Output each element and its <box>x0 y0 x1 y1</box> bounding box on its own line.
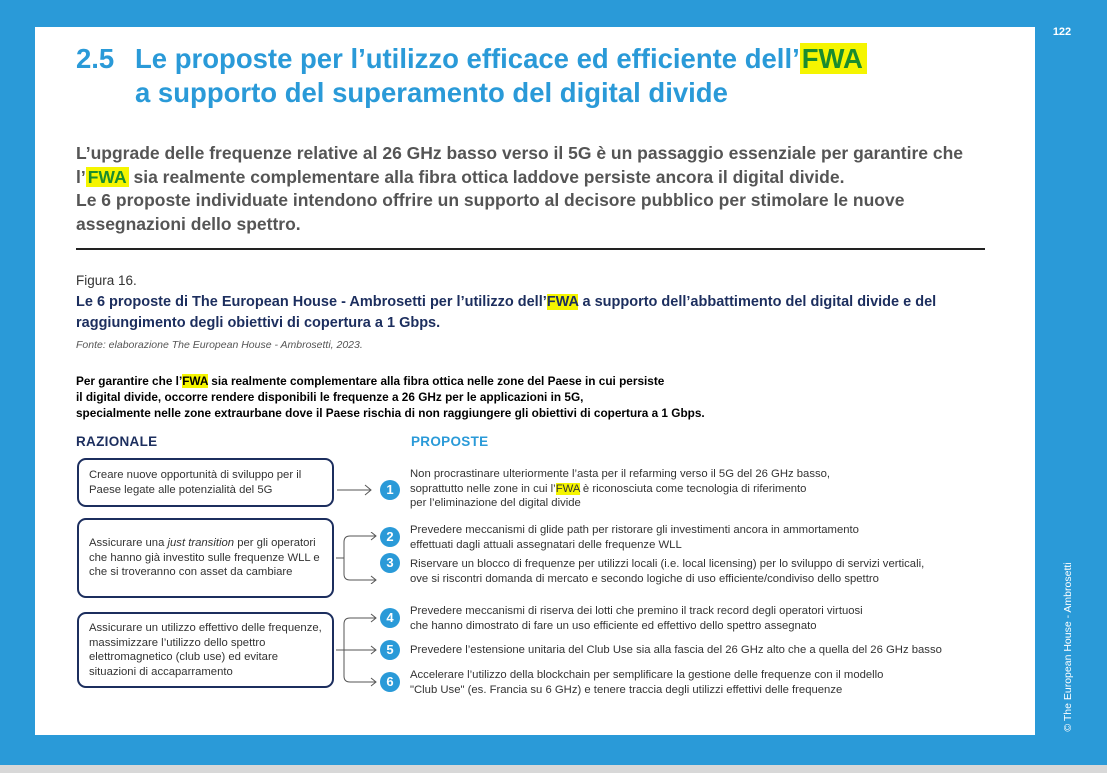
proposal-6-line1: Accelerare l’utilizzo della blockchain per semplificare la gestione delle frequenze con il modello <box>410 669 884 681</box>
proposal-number-badge-2: 2 <box>380 527 400 547</box>
proposal-3 <box>410 557 1000 586</box>
proposal-4-line2: che hanno dimostrato di fare un uso efficiente ed effettivo dello spettro assegnato <box>410 619 817 632</box>
figure-source: Fonte: elaborazione The European House - Ambrosetti, 2023. <box>76 339 363 351</box>
figure-title-before: Le 6 proposte di The European House - Ambrosetti per l’utilizzo dell’ <box>76 294 547 310</box>
proposal-5-line1: Prevedere l’estensione unitaria del Club Use sia alla fascia del 26 GHz alto che a quella del 26 GHz basso <box>410 644 942 656</box>
proposal-5 <box>410 643 1000 658</box>
proposal-1-line2-after: è riconosciuta come tecnologia di riferimento <box>579 482 807 495</box>
statement-before: Per garantire che l’ <box>76 374 183 388</box>
razionale-1-text: Creare nuove opportunità di sviluppo per il Paese legate alle potenzialità del 5G <box>89 469 302 496</box>
proposal-1-line3: per l’eliminazione del digital divide <box>410 497 581 509</box>
proposal-4 <box>410 604 1000 633</box>
statement-line1-after: sia realmente complementare alla fibra ottica nelle zone del Paese in cui persiste <box>208 374 665 388</box>
proposal-6 <box>410 668 1000 697</box>
razionale-box-1 <box>77 458 334 507</box>
proposal-1 <box>410 467 1000 511</box>
figure-title-fwa-highlight: FWA <box>546 294 579 310</box>
proposal-number-badge-3: 3 <box>380 553 400 573</box>
brace-connector-4-6 <box>336 612 380 688</box>
proposal-number-badge-5: 5 <box>380 640 400 660</box>
proposte-heading: PROPOSTE <box>411 434 489 449</box>
proposal-2-line1: Prevedere meccanismi di glide path per ristorare gli investimenti ancora in ammortamento <box>410 524 859 536</box>
bottom-strip <box>0 765 1107 773</box>
figure-title <box>76 292 991 334</box>
statement-line2: il digital divide, occorre rendere disponibili le frequenze a 26 GHz per le applicazioni in 5G, <box>76 390 584 404</box>
proposal-number-badge-6: 6 <box>380 672 400 692</box>
razionale-2-text <box>89 536 322 580</box>
figure-title-after: a supporto dell’abbattimento del digital divide e del raggiungimento degli obiettivi di copertura a 1 Gbps. <box>76 294 937 331</box>
proposal-6-line2: "Club Use" (es. Francia su 6 GHz) e tenere traccia degli utilizzi effettivi delle frequenze <box>410 683 843 696</box>
razionale-2-emphasis: just transition <box>167 537 235 550</box>
figure-label: Figura 16. <box>76 273 137 288</box>
proposal-number-badge-4: 4 <box>380 608 400 628</box>
proposal-4-line1: Prevedere meccanismi di riserva dei lotti che premino il track record degli operatori virtuosi <box>410 605 863 617</box>
statement-fwa-highlight: FWA <box>182 374 208 388</box>
proposal-3-line2: ove si riscontri domanda di mercato e secondo logiche di uso efficiente/condiviso dello spettro <box>410 572 879 585</box>
razionale-2-before: Assicurare una <box>89 537 168 550</box>
proposal-number-badge-1: 1 <box>380 480 400 500</box>
section-title-line1: Le proposte per l’utilizzo efficace ed efficiente dell’ <box>135 43 800 74</box>
proposal-3-line1: Riservare un blocco di frequenze per utilizzi locali (i.e. local licensing) per lo sviluppo di servizi verticali, <box>410 558 925 570</box>
figure-statement <box>76 373 836 421</box>
intro-p1-after: sia realmente complementare alla fibra ottica laddove persiste ancora il digital divide. <box>128 166 845 187</box>
intro-p2: Le 6 proposte individuate intendono offrire un supporto al decisore pubblico per stimolare le nuove assegnazioni dello spettro. <box>76 190 905 234</box>
proposal-2 <box>410 523 1000 552</box>
intro-fwa-highlight: FWA <box>87 166 127 187</box>
section-title-fwa-highlight: FWA <box>800 43 867 74</box>
intro-p1-before: L’upgrade delle frequenze relative al 26 GHz basso verso il 5G è un passaggio essenziale per garantire che l’ <box>76 143 964 187</box>
proposal-1-line1: Non procrastinare ulteriormente l’asta per il refarming verso il 5G del 26 GHz basso, <box>410 468 831 480</box>
razionale-heading: RAZIONALE <box>76 434 158 449</box>
razionale-box-3 <box>77 612 334 688</box>
razionale-2-after: per gli operatori che hanno già investito sulle frequenze WLL e che si troveranno con asset da cambiare <box>89 537 320 579</box>
side-credit-text: © The European House - Ambrosetti <box>1062 562 1074 732</box>
section-title <box>76 42 976 110</box>
section-title-line2: a supporto del superamento del digital divide <box>135 77 728 108</box>
intro-paragraph <box>76 142 986 236</box>
brace-connector-2-3 <box>336 532 380 584</box>
proposal-1-line2-before: soprattutto nelle zone in cui l’ <box>410 482 556 495</box>
statement-line3: specialmente nelle zone extraurbane dove il Paese rischia di non raggiungere gli obiettivi di copertura a 1 Gbps. <box>76 406 705 420</box>
razionale-3-text: Assicurare un utilizzo effettivo delle frequenze, massimizzare l’utilizzo dello spettro elettromagnetico (club use) ed evitare situazioni di accaparramento <box>89 622 322 678</box>
proposal-2-line2: effettuati dagli attuali assegnatari delle frequenze WLL <box>410 538 682 551</box>
proposal-1-fwa-highlight: FWA <box>555 482 580 495</box>
arrow-icon <box>336 483 374 497</box>
side-credit <box>1061 552 1075 742</box>
section-number: 2.5 <box>76 43 115 74</box>
section-divider <box>76 248 985 250</box>
page-number: 122 <box>1052 26 1072 38</box>
razionale-box-2 <box>77 518 334 598</box>
